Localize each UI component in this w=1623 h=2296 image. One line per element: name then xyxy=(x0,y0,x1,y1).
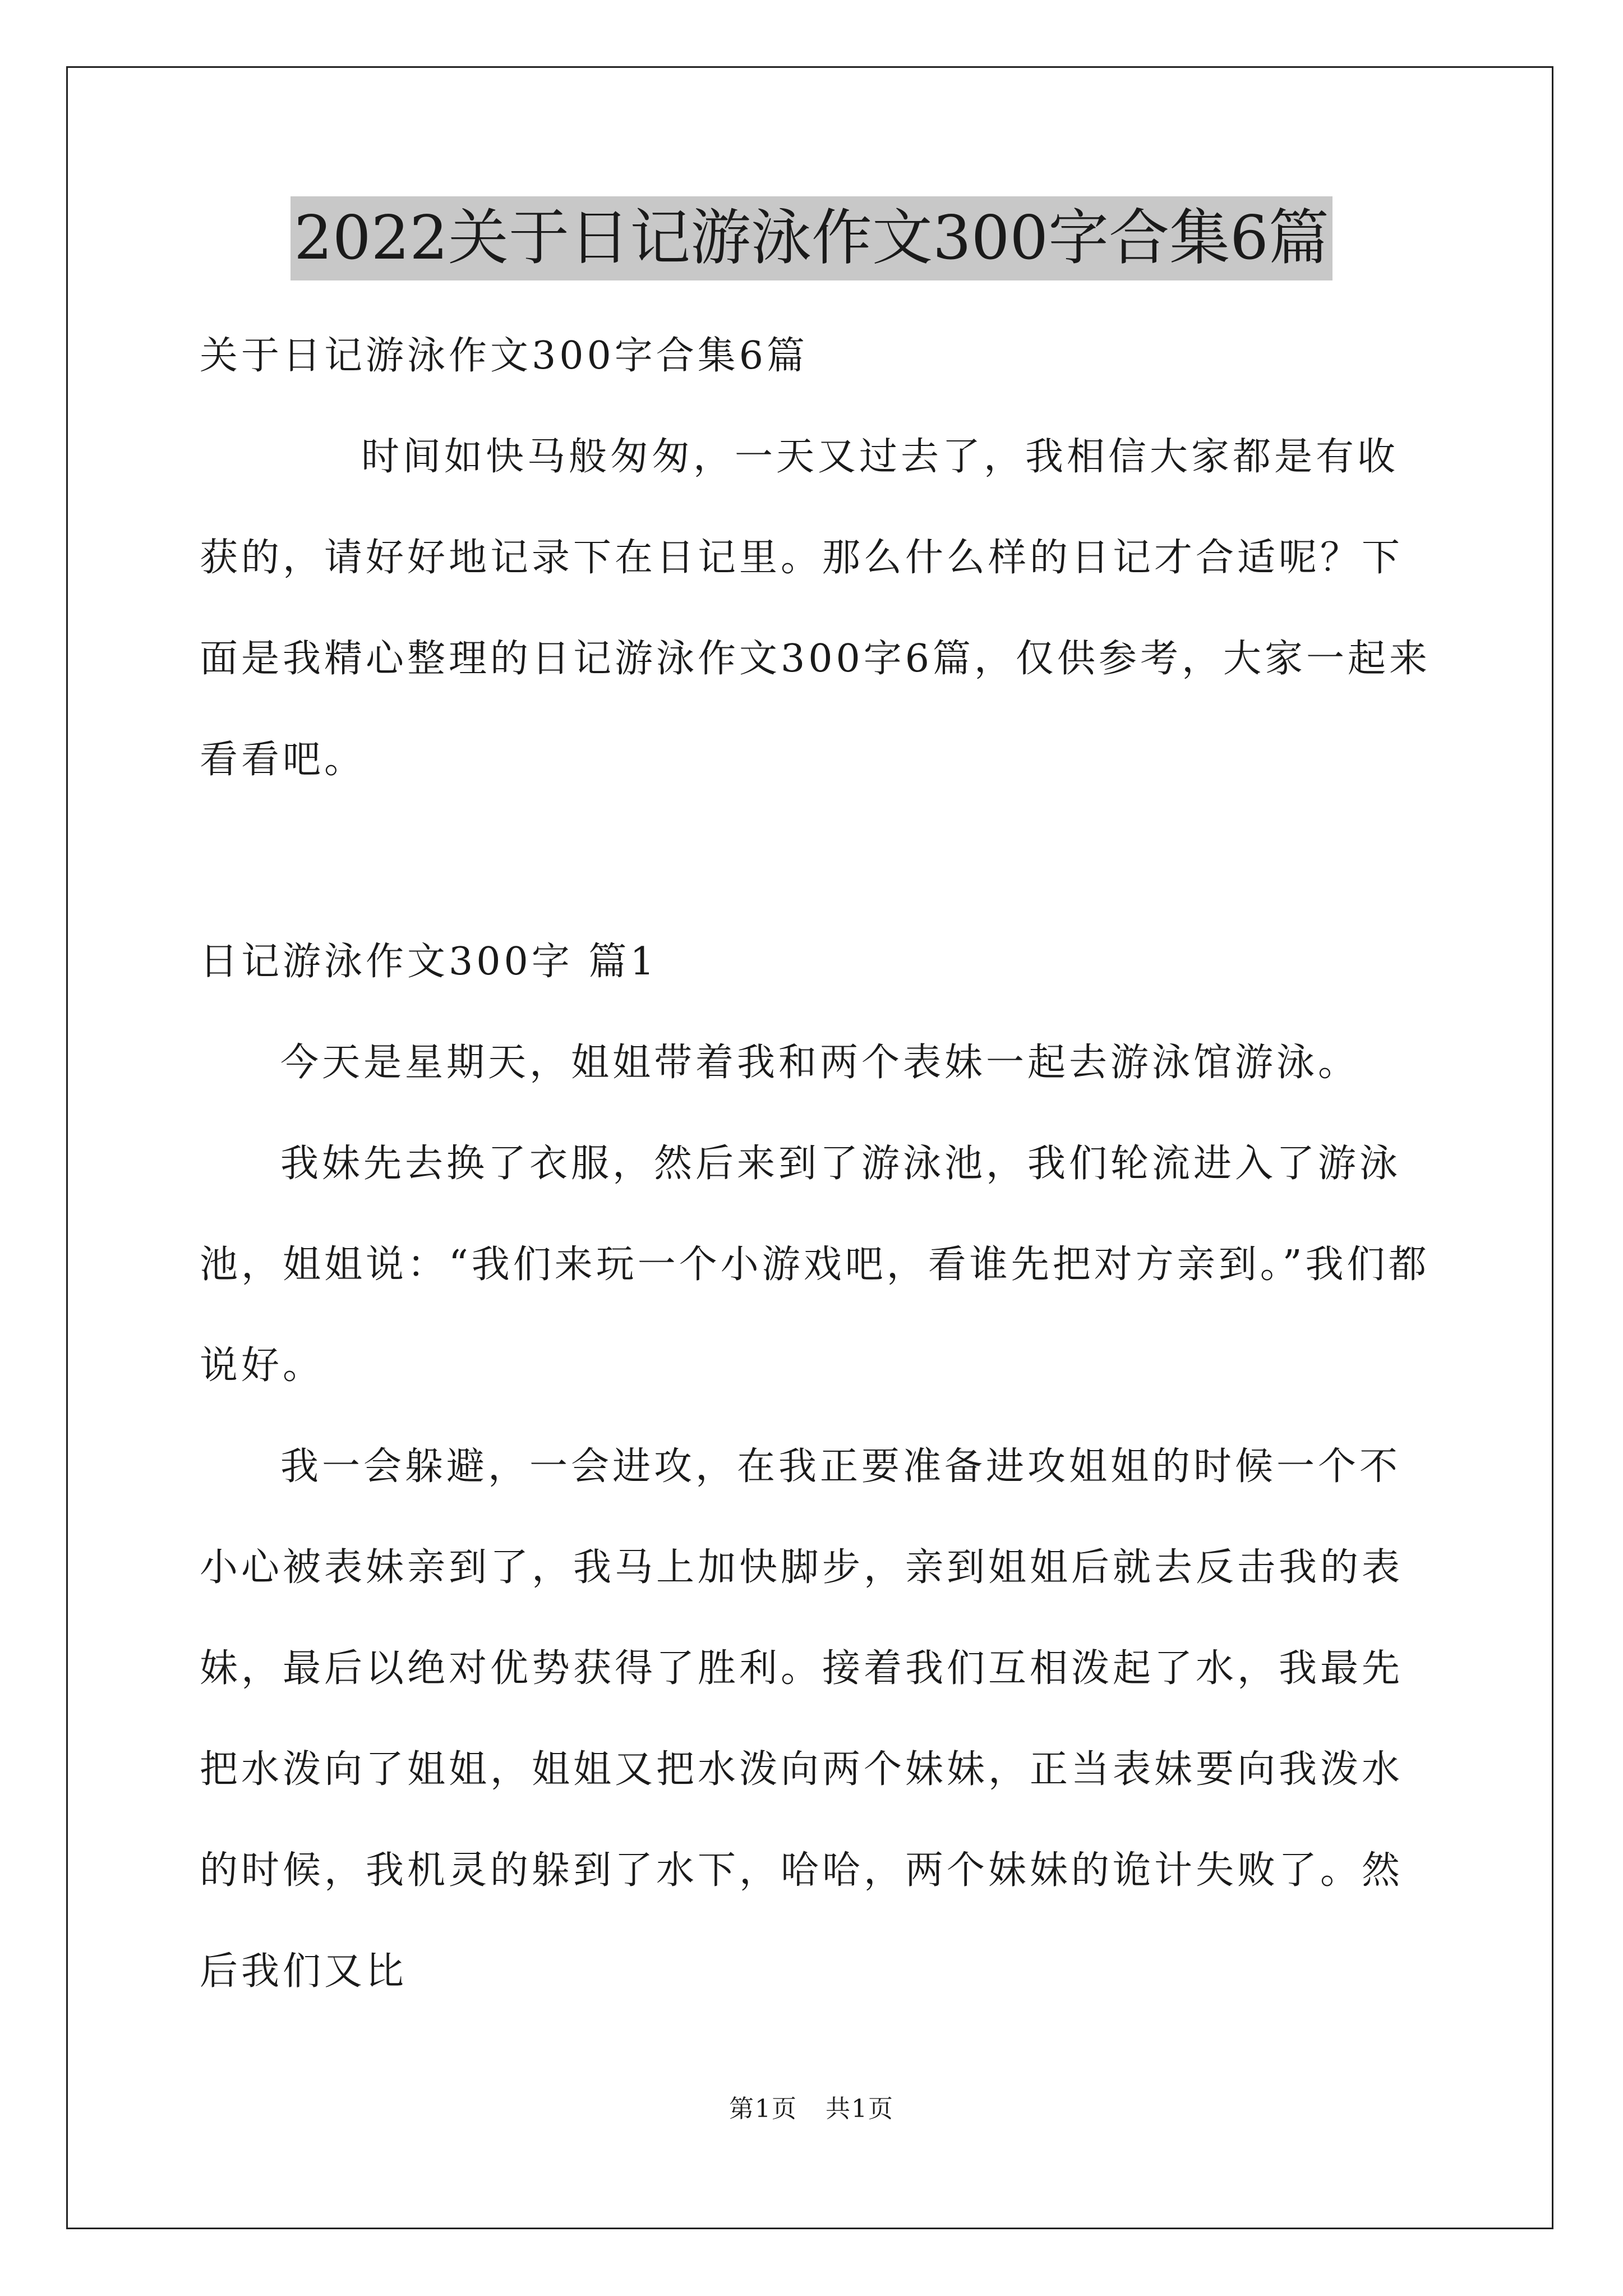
page-footer xyxy=(0,2092,1623,2126)
title-container xyxy=(0,196,1623,280)
intro-paragraph: 时间如快马般匆匆，一天又过去了，我相信大家都是有收获的，请好好地记录下在日记里。那么什么样的日记才合适呢？下面是我精心整理的日记游泳作文300字6篇，仅供参考，大家一起来看看吧。 xyxy=(200,435,1431,782)
page-total: 共1页 xyxy=(826,2095,894,2123)
body-paragraph: 我妹先去换了衣服，然后来到了游泳池，我们轮流进入了游泳池，姐姐说：“我们来玩一个小游戏吧，看谁先把对方亲到。”我们都说好。 xyxy=(200,1142,1430,1388)
body-paragraph: 今天是星期天，姐姐带着我和两个表妹一起去游泳馆游泳。 xyxy=(280,1041,1360,1085)
document-subtitle: 关于日记游泳作文300字合集6篇 xyxy=(200,334,809,378)
body-paragraph: 我一会躲避，一会进攻，在我正要准备进攻姐姐的时候一个不小心被表妹亲到了，我马上加快脚步，亲到姐姐后就去反击我的表妹，最后以绝对优势获得了胜利。接着我们互相泼起了水，我最先把水泼向了姐姐，姐姐又把水泼向两个妹妹，正当表妹要向我泼水的时候，我机灵的躲到了水下，哈哈，两个妹妹的诡计失败了。然后我们又比 xyxy=(200,1444,1404,1994)
page-number: 第1页 xyxy=(729,2095,797,2123)
section-heading: 日记游泳作文300字 篇1 xyxy=(200,940,658,984)
document-title: 2022关于日记游泳作文300字合集6篇 xyxy=(291,196,1332,280)
document-body xyxy=(200,306,1433,2022)
section-spacer xyxy=(200,811,1433,912)
